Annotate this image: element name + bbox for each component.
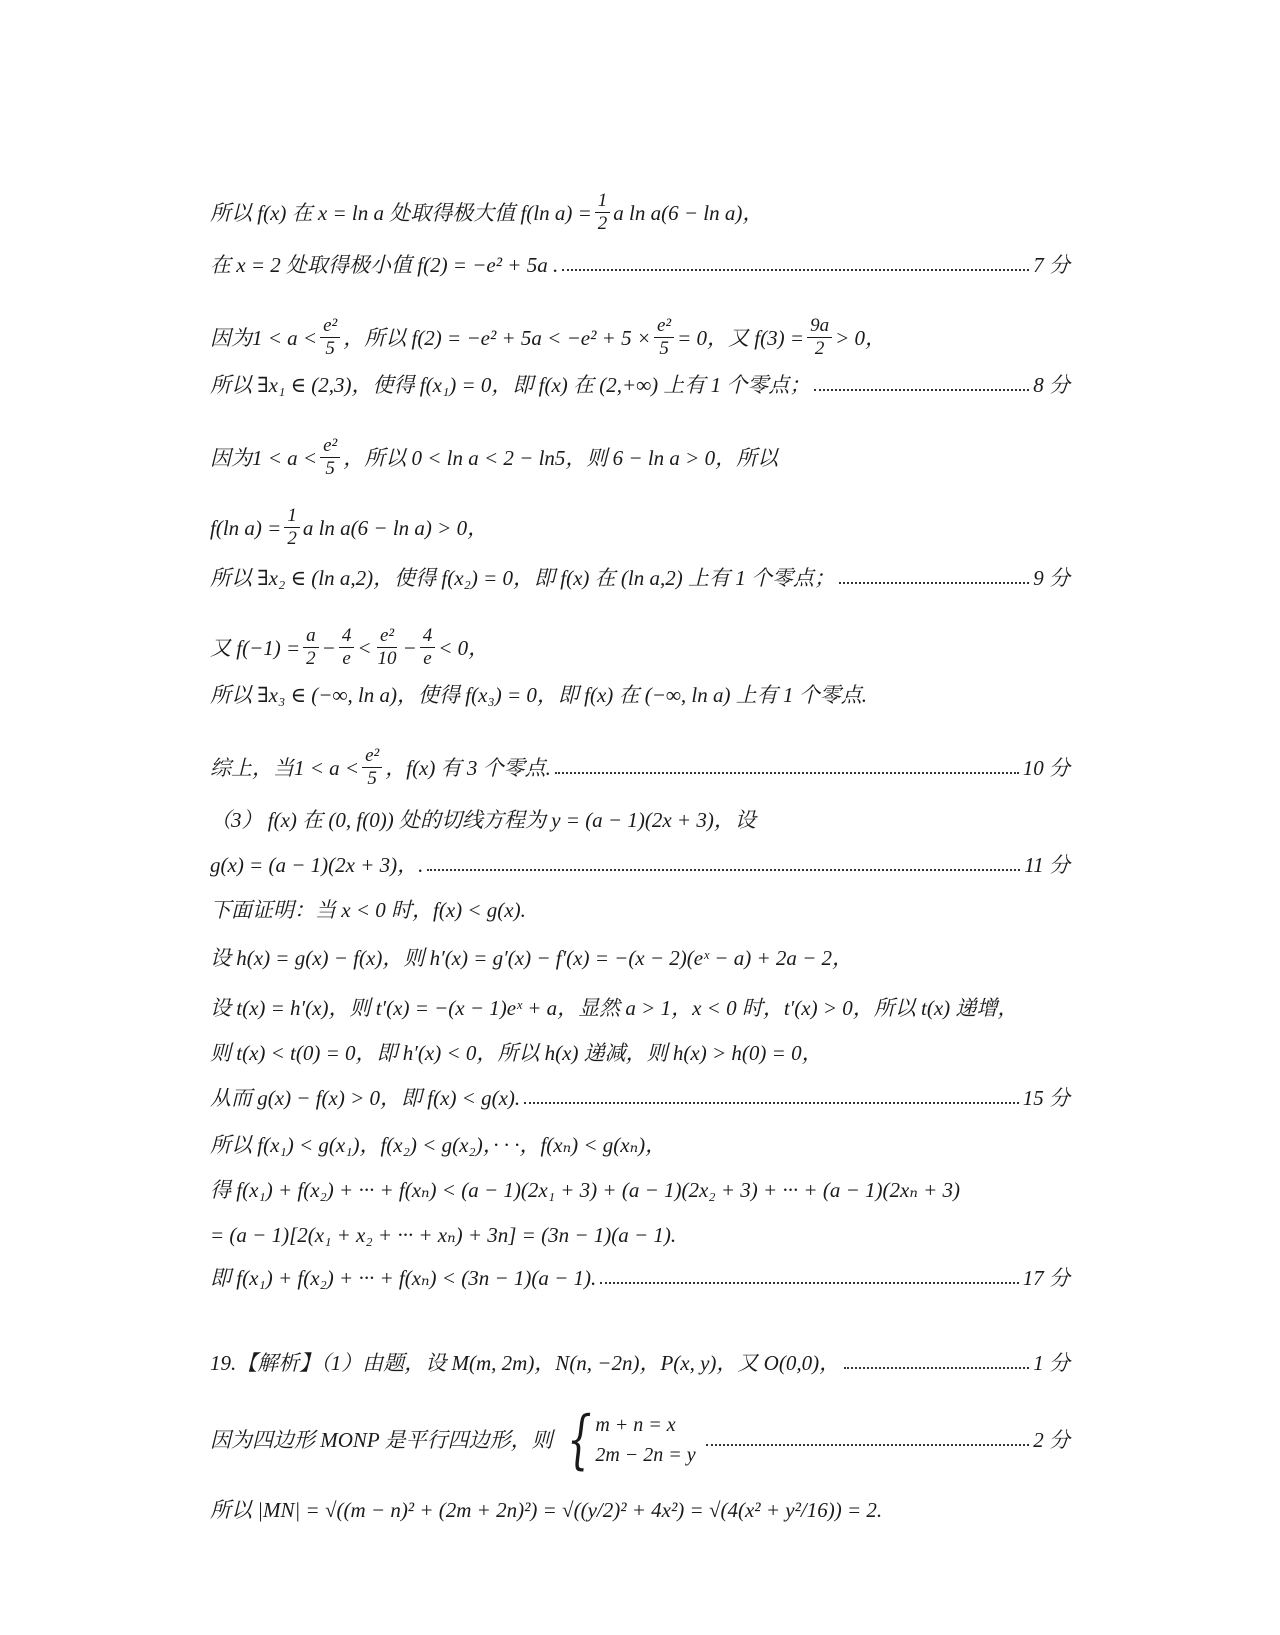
line-13: 下面证明：当 x < 0 时，f(x) < g(x). [210, 898, 526, 922]
line-3: 因为1 < a < $\frac{\text{e²}}{5}$ ，所以 f(2) = −e² + 5a < −e² + 5 × $\frac{\text{e²}}{5}$ = 0，又 f(3) = $\frac{9a}{2}$ > 0， [210, 315, 886, 359]
line-12: g(x) = (a − 1)(2x + 3)，. 11 分 [210, 850, 1070, 880]
line-6: f(ln a) = $\frac{1}{2}$ a ln a(6 − ln a) > 0， [210, 505, 489, 549]
line-7: 所以 ∃x₂ ∈ (ln a,2)，使得 f(x₂) = 0，即 f(x) 在 (ln a,2) 上有 1 个零点； 9 分 [210, 563, 1070, 593]
line-24: 所以 |MN| = √((m − n)² + (2m + 2n)²) = √((y/2)² + 4x²) = √(4(x² + y²/16)) = 2. [210, 1498, 883, 1522]
line-11: （3） f(x) 在 (0, f(0)) 处的切线方程为 y = (a − 1)(2x + 3)，设 [210, 808, 756, 832]
fraction: $\frac{1}{2}$ [595, 190, 611, 235]
line-14: 设 h(x) = g(x) − f(x)，则 h′(x) = g′(x) − f′(x) = −(x − 2)(eˣ − a) + 2a − 2， [210, 946, 854, 970]
line-18: 所以 f(x₁) < g(x₁)，f(x₂) < g(x₂)，· · ·，f(xₙ) < g(xₙ)， [210, 1133, 667, 1157]
line-9: 所以 ∃x₃ ∈ (−∞, ln a)，使得 f(x₃) = 0，即 f(x) 在 (−∞, ln a) 上有 1 个零点. [210, 683, 867, 707]
line-2: 在 x = 2 处取得极小值 f(2) = −e² + 5a . 7 分 [210, 250, 1070, 280]
line-17: 从而 g(x) − f(x) > 0，即 f(x) < g(x). 15 分 [210, 1083, 1070, 1113]
line-4: 所以 ∃x₁ ∈ (2,3)，使得 f(x₁) = 0，即 f(x) 在 (2,+∞) 上有 1 个零点； 8 分 [210, 370, 1070, 400]
line-23: 因为四边形 MONP 是平行四边形，则 { m + n = x 2m − 2n = y 2 分 [210, 1403, 1070, 1477]
line-16: 则 t(x) < t(0) = 0，即 h′(x) < 0，所以 h(x) 递减，则 h(x) > h(0) = 0， [210, 1041, 823, 1065]
line-20: = (a − 1)[2(x₁ + x₂ + ··· + xₙ) + 3n] = (3n − 1)(a − 1). [210, 1223, 677, 1247]
line-5: 因为1 < a < $\frac{\text{e²}}{5}$ ，所以 0 < ln a < 2 − ln5，则 6 − ln a > 0，所以 [210, 435, 779, 479]
line-19: 得 f(x₁) + f(x₂) + ··· + f(xₙ) < (a − 1)(2x₁ + 3) + (a − 1)(2x₂ + 3) + ··· + (a − 1)(2xₙ + 3) [210, 1178, 961, 1202]
line-15: 设 t(x) = h′(x)，则 t′(x) = −(x − 1)eˣ + a，显然 a > 1，x < 0 时，t′(x) > 0，所以 t(x) 递增， [210, 996, 1019, 1020]
line-21: 即 f(x₁) + f(x₂) + ··· + f(xₙ) < (3n − 1)(a − 1). 17 分 [210, 1263, 1070, 1293]
line-8: 又 f(−1) = $\frac{a}{2}$ − $\frac{4}{e}$ < $\frac{\text{e²}}{10}$ − $\frac{4}{e}$ < 0， [210, 625, 490, 669]
line-1: 所以 f(x) 在 x = ln a 处取得极大值 f(ln a) = $\frac{1}{2}$ a ln a(6 − ln a)， [210, 190, 764, 234]
equation-system: { m + n = x 2m − 2n = y [566, 1403, 696, 1477]
line-10: 综上，当1 < a < $\frac{\text{e²}}{5}$ ，f(x) 有 3 个零点. 10 分 [210, 745, 1070, 789]
line-22: 19.【解析】（1）由题，设 M(m, 2m)，N(n, −2n)，P(x, y)，又 O(0,0)， 1 分 [210, 1348, 1070, 1378]
